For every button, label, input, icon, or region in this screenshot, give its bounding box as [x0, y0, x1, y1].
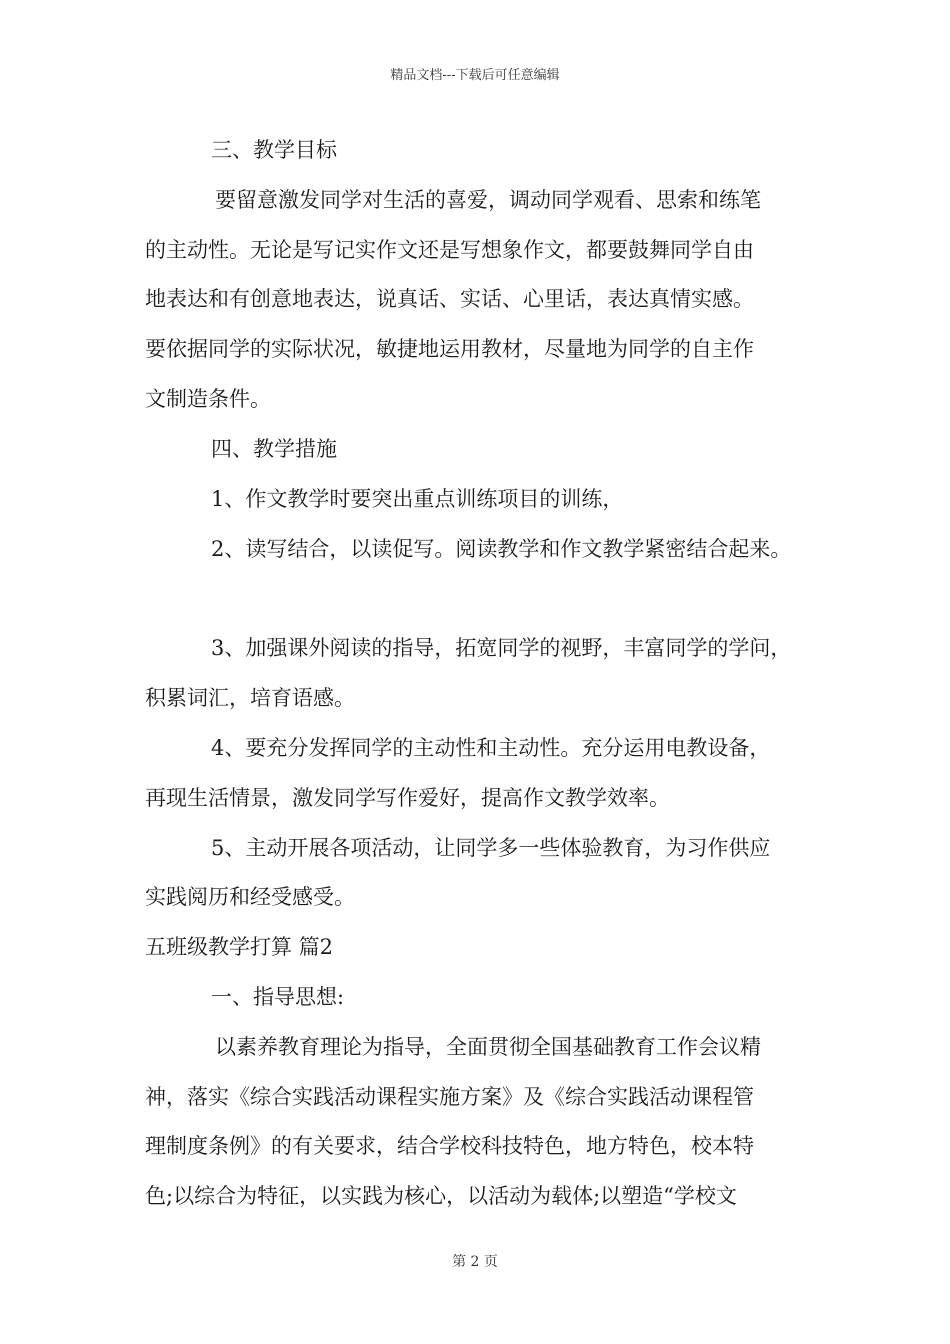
paragraph-line: 地表达和有创意地表达，说真话、实话、心里话，表达真情实感。: [145, 287, 754, 311]
paragraph-line: 以素养教育理论为指导，全面贯彻全国基础教育工作会议精: [215, 1035, 761, 1059]
section-heading-objectives: 三、教学目标: [211, 138, 337, 162]
page-number: 第 2 页: [452, 1254, 498, 1270]
list-item: 5、主动开展各项活动，让同学多一些体验教育，为习作供应: [211, 836, 771, 860]
paragraph-line: 文制造条件。: [145, 387, 271, 411]
list-item: 2、读写结合，以读促写。阅读教学和作文教学紧密结合起来。: [211, 537, 792, 561]
paragraph-line: 神，落实《综合实践活动课程实施方案》及《综合实践活动课程管: [145, 1085, 754, 1109]
section-heading-measures: 四、教学措施: [211, 437, 337, 461]
article-title: 五班级教学打算 篇2: [145, 935, 334, 959]
list-item: 3、加强课外阅读的指导，拓宽同学的视野，丰富同学的学问，: [211, 636, 792, 660]
paragraph-line: 色;以综合为特征，以实践为核心，以活动为载体;以塑造“学校文: [145, 1184, 737, 1208]
paragraph-line: 要依据同学的实际状况，敏捷地运用教材，尽量地为同学的自主作: [145, 337, 754, 361]
paragraph-line: 要留意激发同学对生活的喜爱，调动同学观看、思索和练笔: [215, 188, 761, 212]
section-heading-guiding-ideology: 一、指导思想:: [211, 985, 345, 1009]
list-item: 1、作文教学时要突出重点训练项目的训练，: [211, 487, 624, 511]
list-item: 4、要充分发挥同学的主动性和主动性。充分运用电教设备，: [211, 736, 771, 760]
paragraph-line: 理制度条例》的有关要求，结合学校科技特色，地方特色，校本特: [145, 1134, 754, 1158]
page-header: 精品文档---下载后可任意编辑: [390, 68, 560, 83]
list-item-continuation: 再现生活情景，激发同学写作爱好，提高作文教学效率。: [145, 786, 670, 810]
paragraph-line: 的主动性。无论是写记实作文还是写想象作文，都要鼓舞同学自由: [145, 238, 754, 262]
list-item-continuation: 积累词汇，培育语感。: [145, 686, 355, 710]
list-item-continuation: 实践阅历和经受感受。: [145, 885, 355, 909]
